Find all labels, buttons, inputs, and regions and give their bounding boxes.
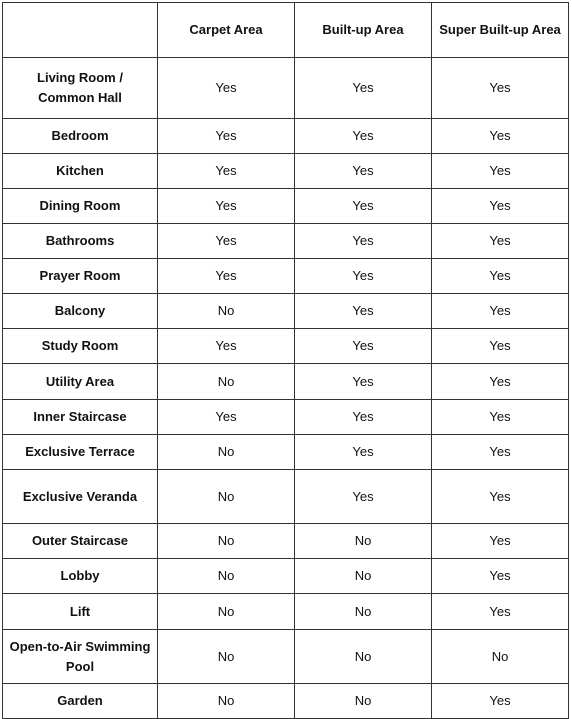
built-up-area-cell: Yes bbox=[295, 364, 432, 400]
carpet-area-cell: No bbox=[158, 684, 295, 719]
room-name-cell: Living Room / Common Hall bbox=[3, 58, 158, 119]
room-name-cell: Prayer Room bbox=[3, 259, 158, 294]
carpet-area-cell: No bbox=[158, 630, 295, 684]
super-built-up-area-cell: Yes bbox=[432, 470, 569, 524]
header-built-up-area: Built-up Area bbox=[295, 3, 432, 58]
header-row bbox=[3, 3, 569, 58]
built-up-area-cell: Yes bbox=[295, 58, 432, 119]
room-name-cell: Inner Staircase bbox=[3, 400, 158, 435]
room-name-cell: Dining Room bbox=[3, 189, 158, 224]
room-name-cell: Exclusive Veranda bbox=[3, 470, 158, 524]
room-name-cell: Lift bbox=[3, 594, 158, 630]
table-row bbox=[3, 119, 569, 154]
table-row bbox=[3, 364, 569, 400]
table-row bbox=[3, 594, 569, 630]
carpet-area-cell: Yes bbox=[158, 119, 295, 154]
table-row bbox=[3, 524, 569, 559]
carpet-area-cell: Yes bbox=[158, 154, 295, 189]
super-built-up-area-cell: No bbox=[432, 630, 569, 684]
super-built-up-area-cell: Yes bbox=[432, 189, 569, 224]
carpet-area-cell: Yes bbox=[158, 224, 295, 259]
table-row bbox=[3, 329, 569, 364]
room-name-cell: Lobby bbox=[3, 559, 158, 594]
super-built-up-area-cell: Yes bbox=[432, 364, 569, 400]
super-built-up-area-cell: Yes bbox=[432, 400, 569, 435]
super-built-up-area-cell: Yes bbox=[432, 119, 569, 154]
built-up-area-cell: Yes bbox=[295, 259, 432, 294]
carpet-area-cell: No bbox=[158, 294, 295, 329]
room-name-cell: Open-to-Air Swimming Pool bbox=[3, 630, 158, 684]
built-up-area-cell: No bbox=[295, 559, 432, 594]
built-up-area-cell: Yes bbox=[295, 119, 432, 154]
built-up-area-cell: Yes bbox=[295, 224, 432, 259]
table-row bbox=[3, 684, 569, 719]
header-carpet-area: Carpet Area bbox=[158, 3, 295, 58]
super-built-up-area-cell: Yes bbox=[432, 58, 569, 119]
carpet-area-cell: No bbox=[158, 524, 295, 559]
table-row bbox=[3, 559, 569, 594]
super-built-up-area-cell: Yes bbox=[432, 329, 569, 364]
super-built-up-area-cell: Yes bbox=[432, 594, 569, 630]
table-row bbox=[3, 189, 569, 224]
built-up-area-cell: Yes bbox=[295, 400, 432, 435]
built-up-area-cell: Yes bbox=[295, 154, 432, 189]
super-built-up-area-cell: Yes bbox=[432, 224, 569, 259]
carpet-area-cell: Yes bbox=[158, 58, 295, 119]
table-row bbox=[3, 259, 569, 294]
room-name-cell: Study Room bbox=[3, 329, 158, 364]
table-row bbox=[3, 58, 569, 119]
room-name-cell: Garden bbox=[3, 684, 158, 719]
super-built-up-area-cell: Yes bbox=[432, 435, 569, 470]
table-row bbox=[3, 470, 569, 524]
carpet-area-cell: No bbox=[158, 559, 295, 594]
super-built-up-area-cell: Yes bbox=[432, 259, 569, 294]
super-built-up-area-cell: Yes bbox=[432, 154, 569, 189]
header-super-built-up-area: Super Built-up Area bbox=[432, 3, 569, 58]
area-comparison-table bbox=[2, 2, 569, 719]
built-up-area-cell: No bbox=[295, 524, 432, 559]
super-built-up-area-cell: Yes bbox=[432, 684, 569, 719]
carpet-area-cell: No bbox=[158, 594, 295, 630]
carpet-area-cell: Yes bbox=[158, 189, 295, 224]
table-row bbox=[3, 400, 569, 435]
table-row bbox=[3, 154, 569, 189]
room-name-cell: Utility Area bbox=[3, 364, 158, 400]
built-up-area-cell: Yes bbox=[295, 294, 432, 329]
carpet-area-cell: Yes bbox=[158, 259, 295, 294]
room-name-cell: Bedroom bbox=[3, 119, 158, 154]
carpet-area-cell: No bbox=[158, 435, 295, 470]
carpet-area-cell: Yes bbox=[158, 400, 295, 435]
table-row bbox=[3, 630, 569, 684]
carpet-area-cell: Yes bbox=[158, 329, 295, 364]
built-up-area-cell: No bbox=[295, 630, 432, 684]
super-built-up-area-cell: Yes bbox=[432, 524, 569, 559]
room-name-cell: Balcony bbox=[3, 294, 158, 329]
room-name-cell: Kitchen bbox=[3, 154, 158, 189]
built-up-area-cell: Yes bbox=[295, 470, 432, 524]
built-up-area-cell: Yes bbox=[295, 329, 432, 364]
room-name-cell: Outer Staircase bbox=[3, 524, 158, 559]
table-row bbox=[3, 224, 569, 259]
room-name-cell: Exclusive Terrace bbox=[3, 435, 158, 470]
room-name-cell: Bathrooms bbox=[3, 224, 158, 259]
built-up-area-cell: Yes bbox=[295, 435, 432, 470]
built-up-area-cell: Yes bbox=[295, 189, 432, 224]
super-built-up-area-cell: Yes bbox=[432, 294, 569, 329]
built-up-area-cell: No bbox=[295, 684, 432, 719]
built-up-area-cell: No bbox=[295, 594, 432, 630]
table-row bbox=[3, 294, 569, 329]
header-cell-blank bbox=[3, 3, 158, 58]
carpet-area-cell: No bbox=[158, 470, 295, 524]
super-built-up-area-cell: Yes bbox=[432, 559, 569, 594]
carpet-area-cell: No bbox=[158, 364, 295, 400]
table-row bbox=[3, 435, 569, 470]
table-body bbox=[3, 58, 569, 719]
